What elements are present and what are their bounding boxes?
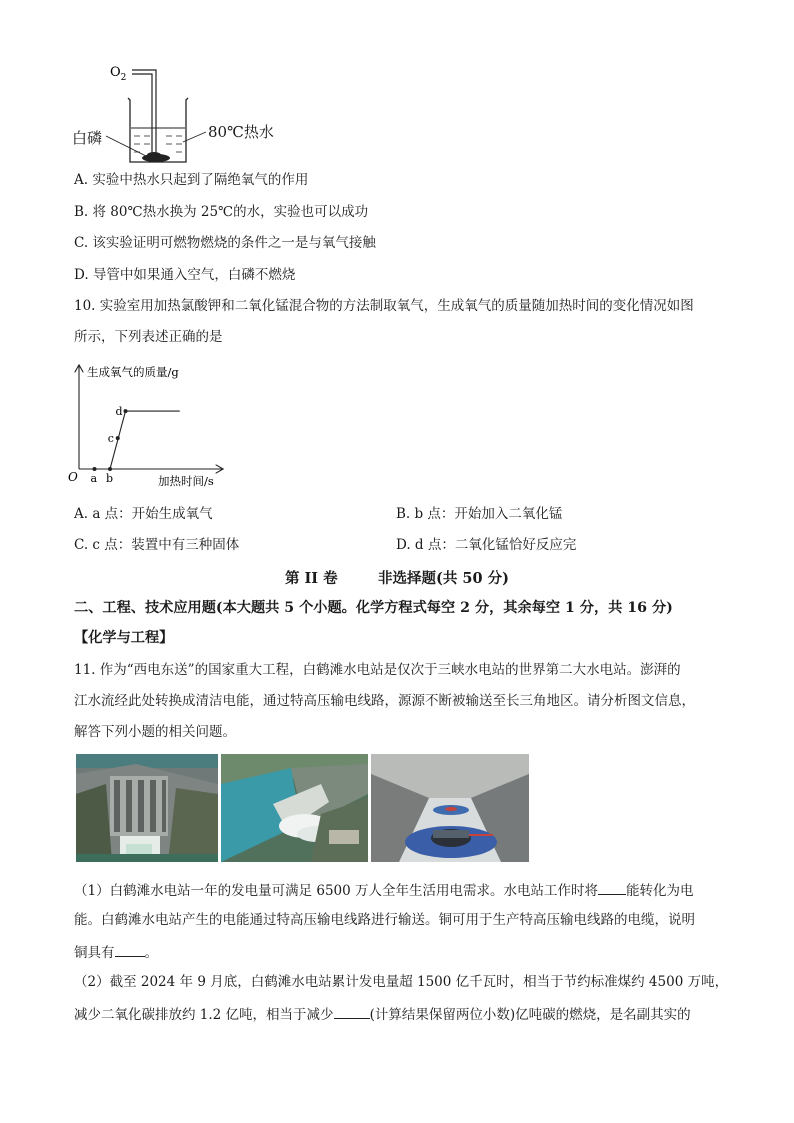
origin-label: O [68,470,78,484]
data-point-b [108,467,112,471]
q11-stem-line1: 11. 作为“西电东送”的国家重大工程，白鹤滩水电站是仅次于三峡水电站的世界第二大水电站。澎湃的 [74,662,681,678]
section-subheading: 【化学与工程】 [74,630,174,646]
dam-photo-1 [76,754,218,862]
phosphorus-label: 白磷 [72,129,103,147]
q11-part1-text-d: 铜具有 [74,945,115,961]
point-label-d: d [115,405,123,419]
q11-part1-line1 [74,880,694,900]
answer-blank-carbon-amount[interactable] [334,1004,370,1019]
q10-option-d: D. d 点：二氧化锰恰好反应完 [396,537,577,553]
q9-option-b: B. 将 80℃热水换为 25℃的水，实验也可以成功 [74,204,369,220]
q10-option-c: C. c 点：装置中有三种固体 [74,537,240,553]
q9-option-d: D. 导管中如果通入空气，白磷不燃烧 [74,267,296,283]
q10-option-a: A. a 点：开始生成氧气 [74,506,213,522]
x-axis-label: 加热时间/s [158,474,214,488]
q11-part1-text-b: 能转化为电 [626,883,694,899]
dam-photo-2 [221,754,368,862]
section-title: 第 II 卷 非选择题(共 50 分) [284,570,510,587]
q9-option-c: C. 该实验证明可燃物燃烧的条件之一是与氧气接触 [74,235,376,251]
data-point-a [93,467,97,471]
q10-stem-line2: 所示，下列表述正确的是 [74,329,223,345]
o2-label: $O_2$ [110,65,127,83]
q11-part2-line2 [74,1004,691,1024]
answer-blank-energy-form[interactable] [598,880,626,895]
point-label-b: b [106,472,114,485]
q11-part1-line3 [74,942,158,962]
y-axis-label: 生成氧气的质量/g [87,365,179,379]
q11-part1-line2: 能。白鹤滩水电站产生的电能通过特高压输电线路进行输送。铜可用于生产特高压输电线路的电缆，说明 [74,912,695,928]
data-point-d [124,409,128,413]
q11-part2-line1: （2）截至 2024 年 9 月底，白鹤滩水电站累计发电量超 1500 亿千瓦时，相当于节约标准煤约 4500 万吨， [74,974,729,990]
beaker-figure [70,58,310,170]
answer-blank-copper-property[interactable] [115,942,145,957]
point-label-c: c [107,432,114,446]
q11-part2-text-c: (计算结果保留两位小数)亿吨碳的燃烧，是名副其实的 [369,1007,691,1023]
q11-stem-line2: 江水流经此处转换成清洁电能，通过特高压输电线路，源源不断被输送至长三角地区。请分析图文信息， [74,693,695,709]
q10-stem-line1: 10. 实验室用加热氯酸钾和二氧化锰混合物的方法制取氧气，生成氧气的质量随加热时间的变化情况如图 [74,298,694,314]
q11-part1-text-e: 。 [144,945,158,961]
q9-option-a: A. 实验中热水只起到了隔绝氧气的作用 [74,172,309,188]
oxygen-mass-chart [68,360,238,490]
q11-stem-line3: 解答下列小题的相关问题。 [74,724,236,740]
point-label-a: a [90,472,98,485]
q11-part1-text-a: （1）白鹤滩水电站一年的发电量可满足 6500 万人全年生活用电需求。水电站工作时将 [74,883,599,899]
q11-part2-text-b: 减少二氧化碳排放约 1.2 亿吨，相当于减少 [74,1007,334,1023]
section-heading: 二、工程、技术应用题(本大题共 5 个小题。化学方程式每空 2 分，其余每空 1 分，共 16 分) [74,600,673,616]
data-point-c [116,436,120,440]
turbine-hall-photo [371,754,529,862]
q10-option-b: B. b 点：开始加入二氧化锰 [396,506,563,522]
hot-water-label: 80℃热水 [208,123,274,141]
